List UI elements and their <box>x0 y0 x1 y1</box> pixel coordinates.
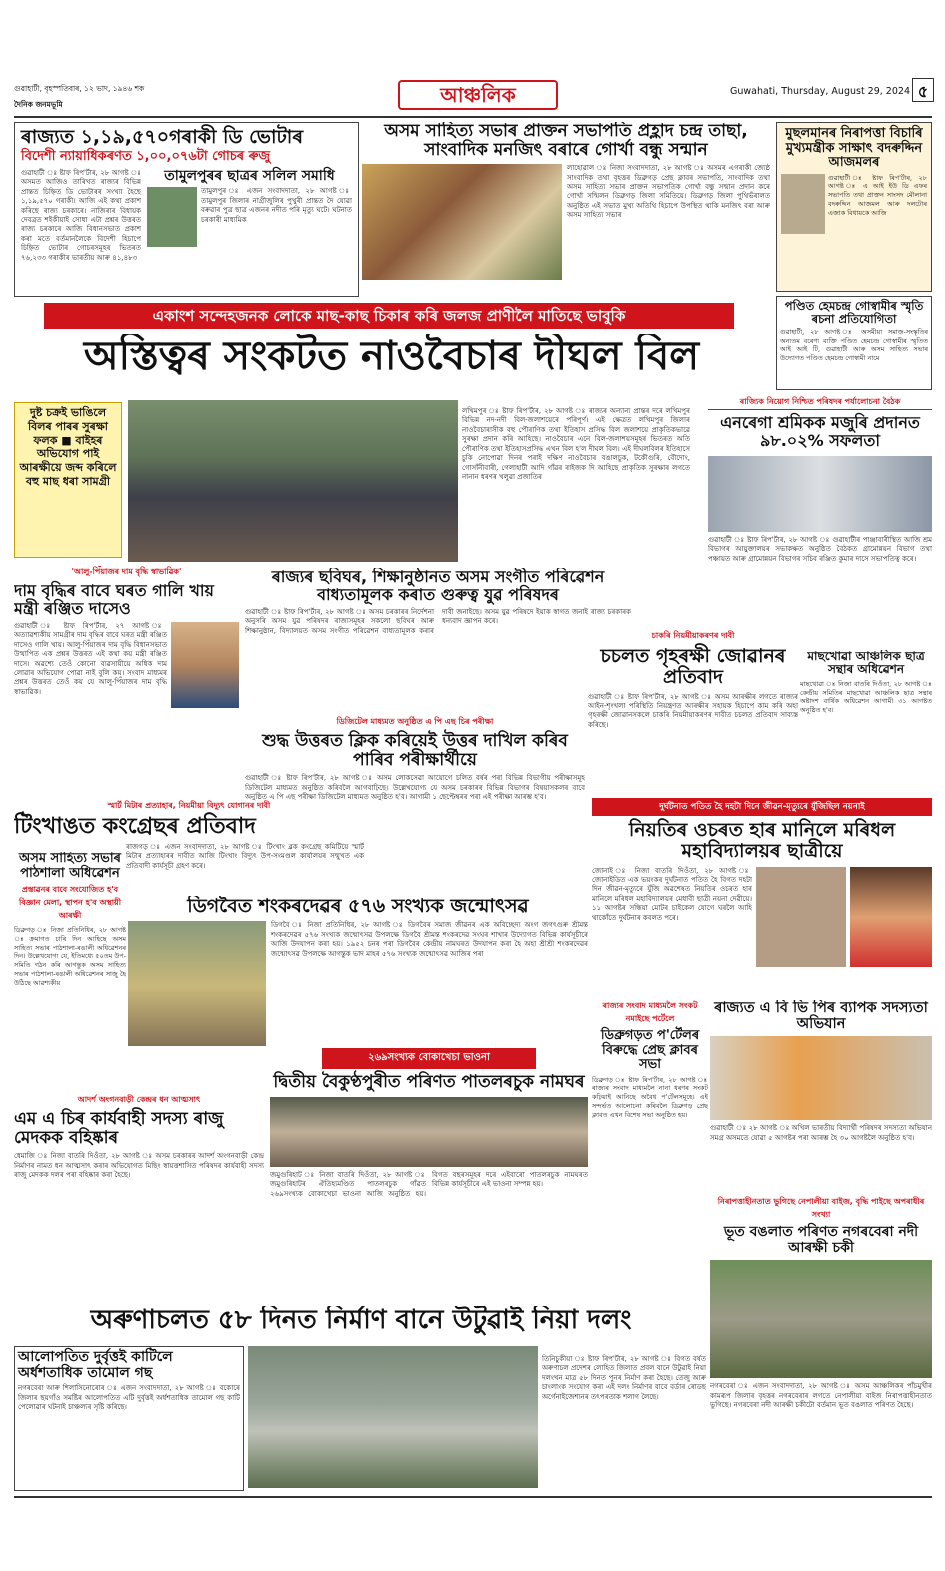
story-nrega <box>708 396 932 646</box>
story-assam-sangeet <box>245 568 631 713</box>
story-body: গুৱাহাটী ঃ ষ্টাফ ৰিপ'ৰ্টাৰ, ২৮ আগষ্ট ঃ গুৱাহাটীৰ পাঞ্জাবাৰীস্থিত আজি শ্ৰম বিভাগৰ আয়ুক্তালয়ৰ সভাকক্ষত অনুষ্ঠিত বৈঠকত গ্ৰামোন্নয়ন বিভাগ তথা পঞ্চায়ত আৰু গ্ৰামোন্নয়ন বিভাগৰ সচিব ৰঞ্জিত কুমাৰ দাসে সভাপতিত্ব কৰে। <box>708 535 932 563</box>
kicker: দুৰ্ঘটনাত পতিত হৈ দহটা দিনে জীৱন-মৃত্যুৰে যুঁজিছিল নয়নাই <box>592 798 932 816</box>
masthead-sub: দৈনিক জনমভূমি <box>14 100 63 109</box>
headline: চচলত গৃহৰক্ষী জোৱানৰ প্ৰতিবাদ <box>600 645 786 689</box>
kicker: ৰাজ্যিক নিয়োগ নিশ্চিত পৰিষদৰ পৰ্যালোচনা বৈঠক <box>708 396 932 410</box>
headline: ডিব্ৰুগড়ত প'ৰ্টেলৰ বিৰুদ্ধে প্ৰেছ ক্লাবৰ সভা <box>600 1028 700 1073</box>
story-body: গুৱাহাটী ঃ ষ্টাফ ৰিপ'ৰ্টাৰ, ২৮ আগষ্ট ঃ অসম লোকসেৱা আয়োগে চলিত বৰ্ষৰ পৰা বিভিন্ন বিভাগীয় পৰীক্ষাসমূহ ডিজিটেল মাধ্যমত অনুষ্ঠিত কৰিবলৈ আগবাঢ়িছে। উল্লেখযোগ্য যে অসম চৰকাৰৰ বিভিন্ন বিভাগৰ বিষয়াসকলৰ বাবে অনুষ্ঠিত এ পি এছ পৰীক্ষা ডিজিটেল মাধ্যমত অনুষ্ঠিত হ'ব। আগামী ১ ছেপ্টেম্বৰৰ পৰা এই পৰীক্ষা আৰম্ভ হ'ব। <box>245 774 585 801</box>
story-body: তামুলপুৰ ঃ এজন সংবাদদাতা, ২৮ আগষ্ট ঃ তামুলপুৰ জিলাৰ নাগ্ৰীজুলিৰ পুখুৰী প্ৰান্তত দৈ যোৱা বৰুৱাৰ পুত্ৰ ছাত্ৰ এজনৰ নদীত পৰি মৃত্যু ঘটে। ঘটনাত চৰকাৰী মাধ্যমিক <box>201 187 352 224</box>
masthead-left <box>14 84 274 116</box>
photo-police-outpost <box>710 1260 932 1378</box>
photo-ajmal <box>781 174 825 234</box>
headline: পণ্ডিত হেমচন্দ্ৰ গোস্বামীৰ স্মৃতি ৰচনা প্ৰতিযোগিতা <box>784 299 924 326</box>
headline: ৰাজ্যৰ ছবিঘৰ, শিক্ষানুষ্ঠানত অসম সংগীত পৰিৱেশন বাধ্যতামূলক কৰাত গুৰুত্ব যুৱ পৰিষদৰ <box>271 568 605 604</box>
lead-headline: অস্তিত্বৰ সংকটত নাওবৈচাৰ দীঘল বিল <box>83 334 700 379</box>
photo-hospital <box>756 867 846 967</box>
story-ajmal <box>776 122 932 292</box>
photo-nayana <box>850 867 932 967</box>
story-body: গুৱাহাটী ঃ ষ্টাফ ৰিপ'ৰ্টাৰ, ২৮ আগষ্ট ঃ অসম চৰকাৰৰ নিৰ্দেশনা অনুসৰি অসম যুৱ পৰিষদৰ ৰাজ্যসমূহৰ সকলো ছবিঘৰ আৰু শিক্ষানুষ্ঠান, বিদ্যালয়ত অসম সংগীত পৰিৱেশন বাধ্যতামূলক কৰাৰ দাবী জনাইছে। অসম যুৱ পৰিষদে ইয়াক স্বাগত জনাই ৰাজ্য চৰকাৰক ধন্যবাদ জ্ঞাপন কৰে। <box>245 607 631 635</box>
headline: মাছখোৱা আঞ্চলিক ছাত্ৰ সন্থাৰ অধিৱেশন <box>807 650 925 677</box>
headline: অৰুণাচলত ৫৮ দিনত নিৰ্মাণ বানে উটুৱাই নিয়া দলং <box>90 1306 632 1335</box>
photo-crowd-bil <box>128 400 458 562</box>
story-namghar <box>270 1048 588 1310</box>
headline: দ্বিতীয় বৈকুণ্ঠপুৰীত পৰিণত পাতলৰচুক নামঘৰ <box>273 1072 585 1092</box>
story-body: নগৰবেৰা ঃ এজন সংবাদদাতা, ২৮ আগষ্ট ঃ অসম আঞ্চলিকৰ পাঁচমুখীৰ কামৰূপ জিলাৰ বৃহত্তৰ নগৰবেৰাৰ লগতে নেপালীয়া বাইজ নিৰাপত্তাহীনতাত ভুগিছে। নগৰবেৰা নদী আৰক্ষী চকীটো বৰ্তমান ভূত বঙলাত পৰিণত হৈছে। <box>710 1382 932 1410</box>
story-body: গুৱাহাটী ঃ ২৮ আগষ্ট ঃ অখিল ভাৰতীয় বিদ্যাৰ্থী পৰিষদৰ সদস্যতা অভিযান সমগ্ৰ অসমতে যোৱা ৫ আগষ্টৰ পৰা আৰম্ভ হৈ ৩০ আগষ্টলৈ অনুষ্ঠিত হ'ব। <box>710 1124 932 1142</box>
story-body: নগৰবেৰা আৰু শিলাসিনোৰোৰ ঃ এজন সংবাদদাতা, ২৮ আগষ্ট ঃ বকোৰে জিলাৰ ছয়গাঁও সমষ্টিৰ আলোপতিত এটি দুৰ্বৃত্তই অৰ্ধশতাধিক তামোল গছ কাটি পেলোৱাৰ ঘটনাই চাঞ্চল্যৰ সৃষ্টি কৰিছে। <box>18 1384 240 1412</box>
kicker: ৰাজ্যৰ সংবাদ মাধ্যমলৈ সংকট নমাইছে পৰ্টেলে <box>602 1001 698 1023</box>
story-body: গুৱাহাটী ঃ ষ্টাফ ৰিপ'ৰ্টাৰ, ২৮ আগষ্ট ঃ অসমত আজিও তাৰিখত ৰাজ্যৰ বিভিন্ন প্ৰান্তত চিহ্নিত ডি ভোটাৰৰ সংখ্যা হৈছে ১,১৯,৫৭০ গৰাকী। আজি এই কথা প্ৰকাশ কৰিছে ৰাজ্য চৰকাৰে। নাজিৰাৰ বিধায়ক দেবব্ৰত শইকীয়াই সোধা এটা প্ৰশ্নৰ উত্তৰত ৰাজ্য চৰকাৰে আজি বিধানসভাত প্ৰকাশ কৰা মতে বৰ্তমানলৈকে বিদেশী হিচাপে চিহ্নিত ভোটাৰ গোচৰসমূহৰ ভিতৰত ৭৬,২৩৩ গৰাকীৰ ভাৰতীয় আৰু ৪১,৪৮৩ <box>21 168 141 262</box>
story-gorkha <box>362 122 770 300</box>
headline: এনৰেগা শ্ৰমিকক মজুৰি প্ৰদানত ৯৮.০২% সফলতা <box>720 413 920 450</box>
photo-meeting <box>708 456 932 532</box>
headline: অসম সাহিত্য সভাৰ পাঠশালা অধিৱেশন <box>19 852 121 881</box>
story-body: লাহোৱাল ঃ নিজা সংবাদদাতা, ২৮ আগষ্ট ঃ অসমৰ এগৰাকী জ্যেষ্ঠ সাংবাদিক তথা বৃহত্তৰ ডিব্ৰুগড় প্ৰেছ ক্লাবৰ সভাপতি, সাংবাদিক তথা অসম সাহিত্য সভাৰ প্ৰাক্তন সভাপতিক গোৰ্খা বন্ধু সন্মান প্ৰদান কৰে গোৰ্খা সন্মিলন ডিব্ৰুগড় জিলা সমিতিয়ে। ডিব্ৰুগড় জিলা পুথিভঁৰালত অনুষ্ঠিত এই সভাত মুখ্য অতিথি হিচাপে উপস্থিত থাকি মনজিৎ বৰা আৰু অসম সাহিত্য সভাৰ <box>567 164 770 220</box>
headline: দাম বৃদ্ধিৰ বাবে ঘৰত গালি খায় মন্ত্ৰী ৰঞ্জিত দাসেও <box>14 581 214 618</box>
story-body: জমুগুৰিহাট ঃ নিজা বাতৰি দিওঁতা, ২৮ আগষ্ট ঃ জমুগুৰিহাটৰ ঐতিহ্যমণ্ডিত পাতলৰচুক গাঁৱত ২৬৯সংখ্যক বোকাখেচা ভাওনা আজি অনুষ্ঠিত হয়। বিগত বছৰসমূহৰ দৰে এইবাৰো পাতলৰচুক নামঘৰত বিভিন্ন কাৰ্যসূচীৰে এই ভাওনা সম্পন্ন হয়। <box>270 1171 588 1198</box>
story-body: জোনাই ঃ নিজা বাতৰি দিওঁতা, ২৮ আগষ্ট ঃ জোনাইডিত এক ভয়ংকৰ দুৰ্ঘটনাত পতিত হৈ বিগত দহটা দিন জীৱন-মৃত্যুৰে যুঁজি অৱশেষত নিয়তিৰ ওচৰত হাৰ মানিলে মৰিধল মহাবিদ্যালয়ৰ মেধাবী ছাত্ৰী নয়না দেৱীয়ে। ১১ আগষ্টৰ সন্ধিয়া মোটৰ চাইকেল যোগে ঘৰলৈ আহি থাকোঁতে দুৰ্ঘটনাৰ কবলত পৰে। <box>592 866 752 922</box>
masthead-date: গুৱাহাটী, বৃহস্পতিবাৰ, ১২ ভাদ, ১৯৪৬ শক <box>14 84 145 93</box>
story-minister <box>14 566 239 796</box>
story-body: ডিব্ৰুগড় ঃ ষ্টাফ ৰিপ'ৰ্টাৰ, ২৮ আগষ্ট ঃ ৰাজ্যৰ সংবাদ মাধ্যমলৈ নানা ধৰণৰ সংকট কঢ়িয়াই আনিছে অবৈধ প'ৰ্টেলসমূহে। এই সন্দৰ্ভত আলোচনা কৰিবলৈ ডিব্ৰুগড় প্ৰেছ ক্লাবত এখন বিশেষ সভা অনুষ্ঠিত হয়। <box>592 1075 708 1119</box>
kicker: প্ৰস্তাৱনৰ বাবে সংযোজিত হ'ব বিজ্ঞান মেলা, স্থাপন হ'ব অস্থায়ী আৰক্ষী <box>18 885 122 921</box>
story-nagarbera <box>710 1196 932 1496</box>
photo-bridge <box>248 1346 538 1488</box>
headline: ৰাজ্যত এ বি ভি পিৰ ব্যাপক সদস্যতা অভিযান <box>714 1000 928 1033</box>
lead-body: লখিমপুৰ ঃ ষ্টাফ ৰিপ'ৰ্টাৰ, ২৮ আগষ্ট ঃ ৰাজ্যৰ অন্যান্য প্ৰান্তৰ দৰে লখিমপুৰ বিভিন্ন নদ-নদী বিল-জলাশয়েৰে পৰিপূৰ্ণ। এই ক্ষেত্ৰত লখিমপুৰ জিলাৰ নাওবৈচাৰাসীক বহু পৌৰাণিক তথা ইতিহাস প্ৰসিদ্ধ বিল জলাশয়ে প্ৰাকৃতিকভাৱে সুৰক্ষা প্ৰদান কৰি আহিছে। নাওবৈচাৰ এনে বিল-জলাশয়সমূহৰ ভিতৰত অতি পৌৰাণিক তথা ইতিহাসপ্ৰসিদ্ধ এখন বিল হ'ল দীঘল বিল। এই দীঘলবিলৰ ইতিহাসে চুকি নোপোৱা দিনৰ পৰাই দক্ষিণ নাওবৈচাৰ বঙালচুক, টকৌগুৰি, বৌদোং, গোসাঁনীবাৰী, গেলাহাটী আদি গাঁৱৰ ৰাইজক দি আহিছে প্ৰাকৃতিক সুৰক্ষাৰ লগতে নানান ধৰণৰ খলুৱা প্ৰজাতিৰ <box>462 407 690 482</box>
story-betel <box>14 1346 244 1491</box>
headline: আলোপতিত দুৰ্বৃত্তই কাটিলে অৰ্ধশতাধিক তামোল গছ <box>18 1349 173 1381</box>
kicker: স্মাৰ্ট মিটাৰ প্ৰত্যাহাৰ, নিয়মীয়া বিদ্যুৎ যোগানৰ দাবী <box>107 801 271 810</box>
arunachal-body: তিনিচুকীয়া ঃ ষ্টাফ ৰিপ'ৰ্টাৰ, ২৮ আগষ্ট ঃ বিগত বৰ্ষত অৰুণাচল প্ৰদেশৰ লোহিত জিলাত প্ৰবল বানে উটুৱাই নিয়া দলংখন মাত্ৰ ৫৮ দিনত পুনৰ নিৰ্মাণ কৰা হৈছে। তেজু আৰু চাংলাংক সংযোগ কৰা এই দলং নিৰ্মাণৰ বাবে বৰ্ডাৰ ৰোডছ অৰ্গেনাইজেশ্যনৰ তৎপৰতাক শলাগ লৈছে। <box>542 1355 706 1401</box>
kicker: 'আলু-পিঁয়াজৰ দাম বৃদ্ধি স্বাভাৱিক' <box>71 567 182 576</box>
headline: এম এ চিৰ কাৰ্যবাহী সদস্য ৰাজু মেদকক বহিষ্কাৰ <box>14 1109 224 1149</box>
story-abvp <box>710 1000 932 1190</box>
kicker: আদৰ্শ অংগনবাড়ী কেন্দ্ৰৰ ধন আত্মসাৎ <box>77 1095 201 1104</box>
headline: ভূত বঙলাত পৰিণত নগৰবেৰা নদী আৰক্ষী চকী <box>723 1224 919 1256</box>
headline: টিংখাঙত কংগ্ৰেছৰ প্ৰতিবাদ <box>14 814 256 839</box>
photo-student <box>147 187 197 247</box>
headline: ৰাজ্যত ১,১৯,৫৭০গৰাকী ডি ভোটাৰ <box>21 126 304 148</box>
headline: মুছলমানৰ নিৰাপত্তা বিচাৰি মুখ্যমন্ত্ৰীক সাক্ষাৎ বদৰুদ্দিন আজমলৰ <box>785 126 923 171</box>
story-body: গুৱাহাটী ঃ ষ্টাফ ৰিপ'ৰ্টাৰ, ২৮ আগষ্ট ঃ অসম আৰক্ষীৰ লগতে ৰাজ্যৰ আইন-শৃংখলা পৰিস্থিতি নিয়ন্ত্ৰণত আৰক্ষীৰ সহায়ক হিচাপে কাম কৰি অহা গৃহৰক্ষী জোৱানসকলে চাকৰি নিয়মীয়াকৰণৰ দাবীত চচলত প্ৰতিবাদ সাব্যস্ত কৰিছে। <box>588 692 798 729</box>
headline: ডিগবৈত শংকৰদেৱৰ ৫৭৬ সংখ্যক জন্মোৎসৱ <box>187 896 529 917</box>
story-digboi <box>128 896 588 1046</box>
page-number: ৫ <box>912 78 934 102</box>
story-body: ধেমাজি ঃ নিজা বাতৰি দিওঁতা, ২৮ আগষ্ট ঃ অসম চৰকাৰৰ আদৰ্শ অংগনবাড়ী কেন্দ্ৰ নিৰ্মাণৰ নামত ধন আত্মসাৎ কৰাৰ অভিযোগত মিছিং স্বায়ত্তশাসিত পৰিষদৰ কাৰ্যবাহী সদস্য ৰাজু মেদকক দলৰ পৰা বহিষ্কাৰ কৰা হৈছে। <box>14 1152 264 1179</box>
masthead-rule <box>14 116 932 118</box>
story-body: গুৱাহাটী ঃ ষ্টাফ ৰিপ'ৰ্টাৰ, ২৮ আগষ্ট ঃ এ আই ইউ ডি এফৰ সভাপতি তথা প্ৰাক্তন সাংসদ মৌলানা বদৰুদ্দিন আজমল আৰু দলটোৰ এজাক বিধায়কে আজি <box>828 173 927 217</box>
subheadline: বিদেশী ন্যায়াধিকৰণত ১,০০,০৭৬টা গোচৰ ৰুজু <box>21 149 271 165</box>
story-body: ৰাজগড় ঃ এজন সংবাদদাতা, ২৮ আগষ্ট ঃ টিংখাং ব্লক কংগ্ৰেছ কমিটিয়ে স্মাৰ্ট মিটাৰ প্ৰত্যাহাৰৰ দাবীত আজি টিংখাং বিদ্যুৎ উপ-সংমণ্ডল কাৰ্যালয়ৰ সন্মুখত এক প্ৰতিবাদী কাৰ্যসূচী গ্ৰহণ কৰে। <box>126 842 364 870</box>
story-raju-medok <box>14 1094 264 1304</box>
masthead-right: Guwahati, Thursday, August 29, 2024 <box>729 86 910 97</box>
headline: নিয়তিৰ ওচৰত হাৰ মানিলে মৰিধল মহাবিদ্যালয়ৰ ছাত্ৰীয়ে <box>628 819 896 863</box>
story-nayana <box>592 798 932 988</box>
photo-award-ceremony <box>362 164 562 280</box>
headline: শুদ্ধ উত্তৰত ক্লিক কৰিয়েই উত্তৰ দাখিল কৰিব পাৰিব পৰীক্ষাৰ্থীয়ে <box>262 731 568 771</box>
story-body: মাছখোৱা ঃ নিজা বাতৰি দিওঁতা, ২৮ আগষ্ট ঃ কেন্দ্ৰীয় সমিতিৰ মাছখোৱা আঞ্চলিক ছাত্ৰ সন্থাৰ অষ্টাদশ বাৰ্ষিক অধিৱেশন আগামী ৩১ আগষ্টত অনুষ্ঠিত হ'ব। <box>800 679 932 715</box>
story-machkhowa <box>800 650 932 800</box>
story-body: ডিব্ৰুগড় ঃ নিজা প্ৰতিনিধিৰ, ২৮ আগষ্ট ঃ ক্ৰমাগত চাৰি দিন আহিছে অসম সাহিত্য সভাৰ পাঠশালা-ৰঙালী অধিৱেশনৰ দিন। উল্লেখযোগ্য যে, ইতিমধ্যে ৫০তম উপ-সমিতি গঠন কৰি আগন্তুক অসম সাহিত্য সভাৰ পাঠশালা-ৰঙালী অধিৱেশনৰ সাজু হৈ উঠিছে আৱশ্যকীয় <box>14 926 126 987</box>
headline: অসম সাহিত্য সভাৰ প্ৰাক্তন সভাপতি প্ৰহ্লাদ চন্দ্ৰ তাছা, সাংবাদিক মনজিৎ বৰাৰে গোৰ্খা বন্ধু সন্মান <box>384 122 748 161</box>
story-body: গুৱাহাটী, ২৮ আগষ্ট ঃ অসমীয়া সমাজ-সংস্কৃতিৰ অন্যতম বৰেণ্য ব্যক্তি পণ্ডিত হেমচন্দ্ৰ গোস্বামীৰ স্মৃতিত আই আই টি, গুৱাহাটী আৰু অসম সাহিত্য সভাৰ উদ্যোগত পণ্ডিত হেমচন্দ্ৰ গোস্বামী নামে <box>780 327 928 363</box>
story-sahitya-sabha <box>14 852 126 1092</box>
kicker: ২৬৯সংখ্যক বোকাখেচা ভাওনা <box>322 1048 536 1069</box>
story-hemchandra <box>776 296 932 390</box>
story-body: ডিগবৈ ঃ নিজা প্ৰতিনিধিৰ, ২৮ আগষ্ট ঃ ডিগবৈৰ সমাজ জীৱনৰ এক অবিচ্ছেদ্য অংগ জগৎগুৰু শ্ৰীমন্ত শংকৰদেৱৰ ৫৭৬ সংখ্যক জন্মোৎসৱ উপলক্ষে ডিগবৈ শ্ৰীমন্ত শংকৰদেৱ সংঘৰ শাখাৰ উদ্যোগত বিভিন্ন কাৰ্যসূচীৰে আজি উদযাপন কৰা হয়। ১৯৫২ চনৰ পৰা ডিগবৈৰ কেন্দ্ৰীয় নামঘৰত উদযাপন কৰা হৈ অহা শ্ৰীশ্ৰী শংকৰদেৱৰ জন্মোৎসৱ উপলক্ষে আগন্তুক ভাদ মাহৰ ৫৭৬ সংখ্যক জন্মোৎসৱ আজিৰ পৰা <box>271 921 588 958</box>
masthead-title: আঞ্চলিক <box>398 80 558 110</box>
story-body: গুৱাহাটী ঃ ষ্টাফ ৰিপ'ৰ্টাৰ, ২৭ আগষ্ট ঃ অত্যাৱশ্যকীয় সামগ্ৰীৰ দাম বৃদ্ধিৰ বাবে ঘৰত মন্ত্ৰী ৰঞ্জিত দাসেও গালি খায়। আলু-পিঁয়াজৰ দাম বৃদ্ধি বিধানসভাত উত্থাপিত এক প্ৰশ্নৰ উত্তৰত এই কথা কয় মন্ত্ৰী ৰঞ্জিত দাসে। অৱশ্যে তেওঁ কোনো ব্যৱসায়ীয়ে অধিক দাম লোৱাৰ অভিযোগ পোৱা নাই বুলি কয়। সংবাদ মাধ্যমৰ প্ৰশ্নৰ উত্তৰত তেওঁ কয় যে আলু-পিঁয়াজৰ দাম বৃদ্ধি স্বাভাৱিক। <box>14 621 167 696</box>
photo-bokakhecha <box>270 1097 588 1167</box>
kicker: নিৰাপত্তাহীনতাত ভুগিছে নেপালীয়া বাইজ, বৃদ্ধি পাইছে অপৰাধীৰ সংখ্যা <box>717 1197 925 1219</box>
footer-rule <box>14 1496 932 1498</box>
kicker: ডিজিটেল মাধ্যমত অনুষ্ঠিত এ পি এছ চিৰ পৰীক্ষা <box>336 717 494 726</box>
photo-abvp <box>710 1036 932 1120</box>
story-d-voters <box>14 122 359 297</box>
photo-ranjit-das <box>171 622 239 708</box>
story-home-guard <box>588 630 798 800</box>
headline: তামুলপুৰৰ ছাত্ৰৰ সলিল সমাধি <box>164 167 335 184</box>
red-banner: একাংশ সন্দেহজনক লোকে মাছ-কাছ চিকাৰ কৰি জলজ প্ৰাণীলৈ মাতিছে ভাবুকি <box>44 303 734 329</box>
story-portal <box>592 1000 708 1300</box>
kicker: চাকৰি নিয়মীয়াকৰণৰ দাবী <box>651 631 735 640</box>
photo-janmotsav <box>128 921 266 1046</box>
story-arunachal <box>14 1306 708 1342</box>
lead-box: দুষ্ট চক্ৰই ভাঙিলে বিলৰ পাৰৰ সুৰক্ষা ফলক ■ বাইহৰ অভিযোগ পাই আৰক্ষীয়ে জব্দ কৰিলে বহু মাছ ধৰা সামগ্ৰী <box>14 402 122 558</box>
